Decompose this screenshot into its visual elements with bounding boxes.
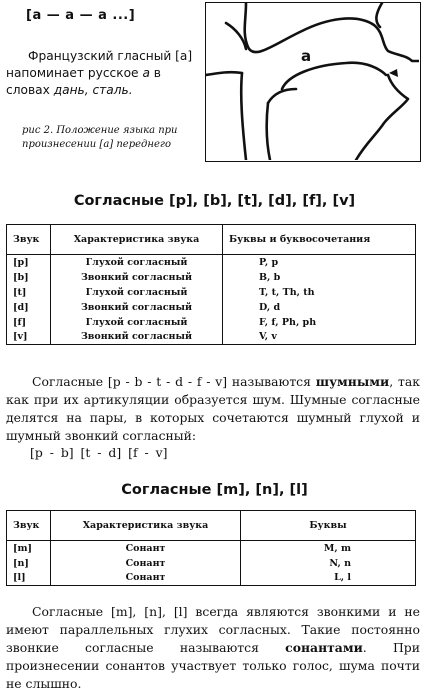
- paragraph-sonants: [6, 603, 420, 693]
- intro-paragraph: [6, 48, 198, 99]
- cell-characteristic: Сонант: [51, 571, 241, 586]
- cell-sound: [l]: [7, 571, 51, 586]
- figure-label-a: a: [301, 47, 312, 65]
- cell-letters: N, n: [241, 556, 416, 571]
- nasal-branch-line: [226, 23, 246, 49]
- column-header: Звук: [7, 511, 51, 541]
- para-bold-term: сонантами: [285, 640, 363, 655]
- table-row: [7, 571, 416, 586]
- paragraph-plosives: [6, 373, 420, 445]
- table-row: [7, 315, 416, 330]
- cell-letters: M, m: [241, 541, 416, 556]
- cell-characteristic: Сонант: [51, 541, 241, 556]
- column-header: Характеристика звука: [51, 511, 241, 541]
- section-title-plosives: Согласные [p], [b], [t], [d], [f], [v]: [73, 193, 356, 209]
- tongue-root-line: [268, 89, 296, 103]
- cell-characteristic: Звонкий согласный: [51, 330, 223, 345]
- table-row: [7, 541, 416, 556]
- cell-sound: [m]: [7, 541, 51, 556]
- table-row: [7, 270, 416, 285]
- sound-pattern: [26, 8, 206, 23]
- cell-characteristic: Звонкий согласный: [51, 270, 223, 285]
- jaw-line: [356, 75, 408, 160]
- table-row: [7, 285, 416, 300]
- cell-characteristic: Сонант: [51, 556, 241, 571]
- intro-words: дань, сталь.: [53, 83, 133, 97]
- spine-line: [206, 72, 242, 75]
- para-text: Согласные [p - b - t - d - f - v] называются: [32, 374, 316, 389]
- cell-letters: F, f, Ph, ph: [223, 315, 416, 330]
- para-text: Согласные [m], [n], [l] всегда являются звонкими и не имеют параллельных глухих согласных. Такие постоянно звонкие согласные называются: [6, 604, 420, 655]
- column-header: Буквы: [241, 511, 416, 541]
- throat-front-line: [267, 103, 270, 160]
- throat-back-line: [241, 73, 246, 160]
- cell-letters: T, t, Th, th: [223, 285, 416, 300]
- cell-sound: [p]: [7, 255, 51, 270]
- cell-sound: [b]: [7, 270, 51, 285]
- cell-letters: P, p: [223, 255, 416, 270]
- cell-sound: [v]: [7, 330, 51, 345]
- table-row: [7, 255, 416, 270]
- intro-text-2: в словах: [6, 66, 161, 97]
- tongue-line: [282, 63, 386, 89]
- cell-letters: L, l: [241, 571, 416, 586]
- consonants-table-2: [6, 510, 416, 586]
- cell-characteristic: Глухой согласный: [51, 285, 223, 300]
- column-header: Звук: [7, 225, 51, 255]
- para-text: . При произнесении сонантов участвует только голос, шума почти не слышно.: [6, 640, 420, 691]
- consonants-table-1: [6, 224, 416, 345]
- cell-letters: V, v: [223, 330, 416, 345]
- cell-letters: D, d: [223, 300, 416, 315]
- consonant-pairs: [p - b] [t - d] [f - v]: [30, 445, 168, 460]
- cell-sound: [t]: [7, 285, 51, 300]
- palate-line: [245, 3, 419, 61]
- section-title-sonants: Согласные [m], [n], [l]: [121, 482, 308, 498]
- table-header-row: [7, 511, 416, 541]
- column-header: Характеристика звука: [51, 225, 223, 255]
- column-header: Буквы и буквосочетания: [223, 225, 416, 255]
- teeth-mark: [389, 69, 398, 77]
- tongue-position-figure: [205, 2, 421, 162]
- cell-characteristic: Глухой согласный: [51, 255, 223, 270]
- para-text: , так как при их артикуляции образуется шум. Шумные согласные делятся на пары, в которых сочетаются шумный глухой и шумный звонкий согласный:: [6, 374, 420, 443]
- figure-caption: рис 2. Положение языка при произнесении [a] переднего: [22, 125, 178, 150]
- table-row: [7, 300, 416, 315]
- cell-characteristic: Звонкий согласный: [51, 300, 223, 315]
- tongue-diagram-svg: [206, 3, 419, 160]
- para-bold-term: шумными: [315, 374, 390, 389]
- table-header-row: [7, 225, 416, 255]
- cell-characteristic: Глухой согласный: [51, 315, 223, 330]
- table-row: [7, 556, 416, 571]
- cell-sound: [n]: [7, 556, 51, 571]
- cell-letters: B, b: [223, 270, 416, 285]
- cell-sound: [d]: [7, 300, 51, 315]
- cell-sound: [f]: [7, 315, 51, 330]
- intro-letter: а: [142, 66, 150, 80]
- table-row: [7, 330, 416, 345]
- intro-text-1: Французский гласный [a] напоминает русское: [6, 49, 193, 80]
- nose-line: [376, 3, 382, 27]
- pattern-text: [a — a — a ...]: [26, 8, 136, 23]
